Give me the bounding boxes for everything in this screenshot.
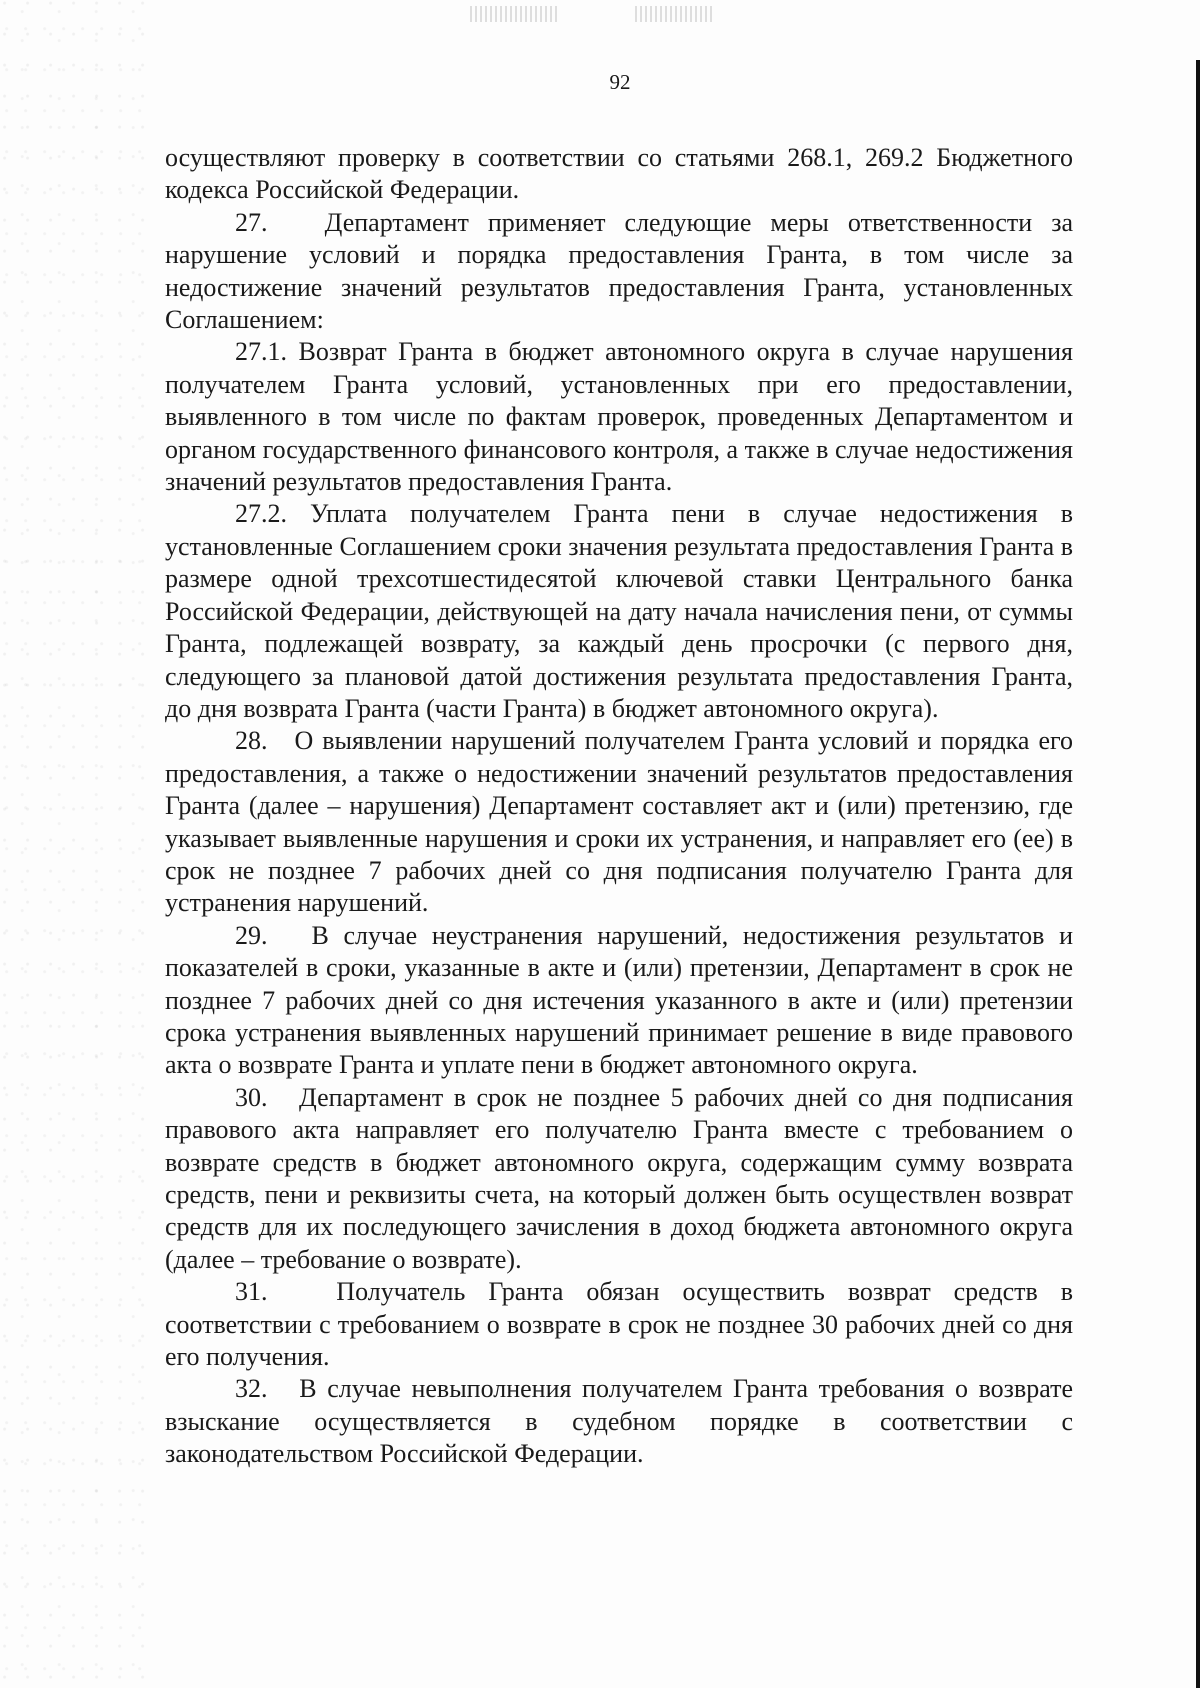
scan-edge bbox=[1196, 60, 1200, 1688]
paragraph: 27.1. Возврат Гранта в бюджет автономного округа в случае нарушения получателем Гранта условий, установленных при его предоставлении, выявленного в том числе по фактам проверок, проведенных Департаментом и органом государственного финансового контроля, а также в случае недостижения значений результатов предоставления Гранта. bbox=[165, 337, 1073, 497]
paragraph: осуществляют проверку в соответствии со статьями 268.1, 269.2 Бюджетного кодекса Российской Федерации. bbox=[165, 143, 1073, 205]
scan-margin-noise bbox=[0, 0, 150, 1688]
paragraph: 27. Департамент применяет следующие меры ответственности за нарушение условий и порядка предоставления Гранта, в том числе за недостижение значений результатов предоставления Гранта, установленных Соглашением: bbox=[165, 207, 1073, 335]
document-body bbox=[165, 142, 1073, 1471]
scan-top-noise bbox=[635, 6, 715, 22]
paragraph: 27.2. Уплата получателем Гранта пени в случае недостижения в установленные Соглашением сроки значения результата предоставления Гранта в размере одной трехсотшестидесятой ключевой ставки Центрального банка Российской Федерации, действующей на дату начала начисления пени, от суммы Гранта, подлежащей возврату, за каждый день просрочки (с первого дня, следующего за плановой датой достижения результата предоставления Гранта, до дня возврата Гранта (части Гранта) в бюджет автономного округа). bbox=[165, 499, 1073, 723]
paragraph: 32. В случае невыполнения получателем Гранта требования о возврате взыскание осуществляется в судебном порядке в соответствии с законодательством Российской Федерации. bbox=[165, 1374, 1073, 1469]
paragraph: 31. Получатель Гранта обязан осуществить возврат средств в соответствии с требованием о возврате в срок не позднее 30 рабочих дней со дня его получения. bbox=[165, 1277, 1073, 1372]
paragraph: 28. О выявлении нарушений получателем Гранта условий и порядка его предоставления, а также о недостижении значений результатов предоставления Гранта (далее – нарушения) Департамент составляет акт и (или) претензию, где указывает выявленные нарушения и сроки их устранения, и направляет его (ее) в срок не позднее 7 рабочих дней со дня подписания получателю Гранта для устранения нарушений. bbox=[165, 726, 1073, 918]
paragraph: 29. В случае неустранения нарушений, недостижения результатов и показателей в сроки, указанные в акте и (или) претензии, Департамент в срок не позднее 7 рабочих дней со дня истечения указанного в акте и (или) претензии срока устранения выявленных нарушений принимает решение в виде правового акта о возврате Гранта и уплате пени в бюджет автономного округа. bbox=[165, 920, 1073, 1080]
paragraph: 30. Департамент в срок не позднее 5 рабочих дней со дня подписания правового акта направляет его получателю Гранта вместе с требованием о возврате средств в бюджет автономного округа, содержащим сумму возврата средств, пени и реквизиты счета, на который должен быть осуществлен возврат средств для их последующего зачисления в доход бюджета автономного округа (далее – требование о возврате). bbox=[165, 1082, 1073, 1274]
scan-top-noise bbox=[470, 6, 560, 22]
page-number: 92 bbox=[609, 70, 631, 94]
